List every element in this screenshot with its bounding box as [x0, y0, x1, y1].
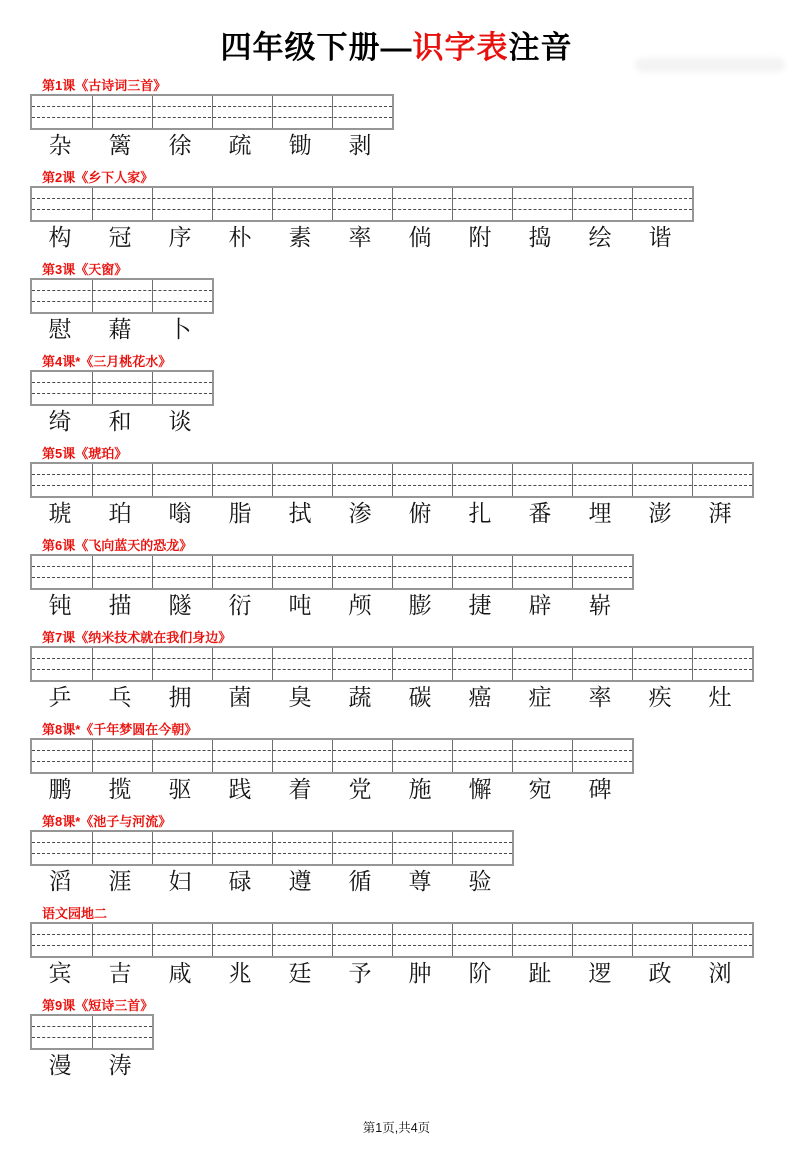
character: 构: [48, 225, 72, 251]
pinyin-cell: [212, 832, 272, 864]
character: 徐: [168, 133, 192, 159]
character: 脂: [228, 501, 252, 527]
pinyin-cell: [572, 188, 632, 220]
character: 灶: [708, 685, 732, 711]
pinyin-cell: [92, 832, 152, 864]
dashed-guideline: [32, 198, 692, 199]
character: 序: [168, 225, 192, 251]
dashed-guideline: [32, 393, 212, 394]
dashed-guideline: [32, 577, 632, 578]
pinyin-grid: [30, 278, 214, 314]
pinyin-cell: [272, 924, 332, 956]
pinyin-cell: [512, 464, 572, 496]
pinyin-cell: [32, 556, 92, 588]
pinyin-cell: [332, 556, 392, 588]
dashed-guideline: [32, 750, 632, 751]
pinyin-cell: [332, 740, 392, 772]
character: 吉: [108, 961, 132, 987]
pinyin-cell: [212, 648, 272, 680]
dashed-guideline: [32, 853, 512, 854]
pinyin-cell: [32, 188, 92, 220]
character-row: [30, 316, 793, 345]
pinyin-grid: [30, 462, 754, 498]
pinyin-cell: [32, 464, 92, 496]
dashed-guideline: [32, 485, 752, 486]
character: 政: [648, 961, 672, 987]
lesson-section: [30, 538, 793, 621]
character-row: [30, 592, 793, 621]
character: 施: [408, 777, 432, 803]
pinyin-cell: [212, 924, 272, 956]
pinyin-cell: [392, 188, 452, 220]
character-row: [30, 868, 793, 897]
pinyin-cell: [32, 648, 92, 680]
lesson-section: [30, 814, 793, 897]
character-row: [30, 500, 793, 529]
pinyin-cell: [92, 740, 152, 772]
character: 篱: [108, 133, 132, 159]
pinyin-cell: [32, 740, 92, 772]
character: 循: [348, 869, 372, 895]
character: 崭: [588, 593, 612, 619]
dashed-guideline: [32, 669, 752, 670]
pinyin-grid: [30, 370, 214, 406]
pinyin-cell: [572, 556, 632, 588]
dashed-guideline: [32, 842, 512, 843]
character: 着: [288, 777, 312, 803]
lesson-label: 第8课*《千年梦圆在今朝》: [42, 722, 198, 737]
pinyin-cell: [452, 188, 512, 220]
pinyin-cell: [92, 556, 152, 588]
character: 藉: [108, 317, 132, 343]
pinyin-cell: [32, 832, 92, 864]
character: 谐: [648, 225, 672, 251]
character: 锄: [288, 133, 312, 159]
page-number: 第1页,共4页: [362, 1121, 431, 1135]
dashed-guideline: [32, 382, 212, 383]
pinyin-cell: [392, 464, 452, 496]
pinyin-cell: [92, 96, 152, 128]
pinyin-cell: [152, 188, 212, 220]
character: 宛: [528, 777, 552, 803]
pinyin-cell: [212, 740, 272, 772]
pinyin-cell: [512, 556, 572, 588]
pinyin-cell: [152, 96, 212, 128]
character: 廷: [288, 961, 312, 987]
dashed-guideline: [32, 106, 392, 107]
character: 疾: [648, 685, 672, 711]
pinyin-cell: [332, 924, 392, 956]
page-title-highlight: 识字表: [412, 30, 509, 65]
character: 予: [348, 961, 372, 987]
pinyin-cell: [152, 464, 212, 496]
character: 附: [468, 225, 492, 251]
pinyin-cell: [572, 464, 632, 496]
pinyin-cell: [452, 740, 512, 772]
lesson-section: [30, 722, 793, 805]
pinyin-cell: [32, 280, 92, 312]
character: 涯: [108, 869, 132, 895]
character: 膨: [408, 593, 432, 619]
pinyin-cell: [512, 924, 572, 956]
pinyin-cell: [452, 648, 512, 680]
pinyin-cell: [152, 372, 212, 404]
pinyin-grid: [30, 646, 754, 682]
pinyin-grid: [30, 186, 694, 222]
character: 慰: [48, 317, 72, 343]
pinyin-cell: [332, 648, 392, 680]
dashed-guideline: [32, 209, 692, 210]
character: 癌: [468, 685, 492, 711]
character: 党: [348, 777, 372, 803]
lesson-label: 第4课*《三月桃花水》: [42, 354, 172, 369]
pinyin-cell: [332, 188, 392, 220]
dashed-guideline: [32, 290, 212, 291]
character: 涛: [108, 1053, 132, 1079]
pinyin-cell: [332, 96, 392, 128]
dashed-guideline: [32, 474, 752, 475]
character-row: [30, 132, 793, 161]
character: 蔬: [348, 685, 372, 711]
pinyin-cell: [92, 464, 152, 496]
pinyin-cell: [512, 188, 572, 220]
lesson-section: [30, 998, 793, 1081]
lesson-section: [30, 446, 793, 529]
character-row: [30, 960, 793, 989]
character: 卜: [168, 317, 192, 343]
dashed-guideline: [32, 761, 632, 762]
pinyin-cell: [32, 924, 92, 956]
character: 捷: [468, 593, 492, 619]
pinyin-cell: [152, 740, 212, 772]
pinyin-cell: [272, 188, 332, 220]
character-row: [30, 684, 793, 713]
pinyin-cell: [212, 556, 272, 588]
character: 衍: [228, 593, 252, 619]
character: 颅: [348, 593, 372, 619]
character: 疏: [228, 133, 252, 159]
page-title-suffix: 注音: [508, 30, 573, 65]
character: 素: [288, 225, 312, 251]
character: 拭: [288, 501, 312, 527]
pinyin-cell: [692, 924, 752, 956]
character: 琥: [48, 501, 72, 527]
dashed-guideline: [32, 934, 752, 935]
pinyin-cell: [92, 372, 152, 404]
character: 漫: [48, 1053, 72, 1079]
character: 澎: [648, 501, 672, 527]
pinyin-grid: [30, 830, 514, 866]
character: 咸: [168, 961, 192, 987]
dashed-guideline: [32, 117, 392, 118]
pinyin-cell: [332, 832, 392, 864]
character: 嗡: [168, 501, 192, 527]
character: 番: [528, 501, 552, 527]
character: 率: [348, 225, 372, 251]
pinyin-cell: [512, 740, 572, 772]
character-row: [30, 408, 793, 437]
pinyin-cell: [32, 1016, 92, 1048]
dashed-guideline: [32, 945, 752, 946]
lesson-label: 第8课*《池子与河流》: [42, 814, 172, 829]
pinyin-cell: [512, 648, 572, 680]
pinyin-grid: [30, 922, 754, 958]
character: 妇: [168, 869, 192, 895]
dashed-guideline: [32, 566, 632, 567]
pinyin-cell: [632, 924, 692, 956]
lesson-label: 第2课《乡下人家》: [42, 170, 154, 185]
character: 症: [528, 685, 552, 711]
pinyin-cell: [92, 924, 152, 956]
character: 碳: [408, 685, 432, 711]
character-row: [30, 224, 793, 253]
pinyin-cell: [272, 740, 332, 772]
pinyin-grid: [30, 738, 634, 774]
character: 率: [588, 685, 612, 711]
pinyin-cell: [92, 1016, 152, 1048]
lesson-section: [30, 262, 793, 345]
pinyin-cell: [392, 832, 452, 864]
pinyin-cell: [272, 648, 332, 680]
character: 谈: [168, 409, 192, 435]
lesson-label: 第9课《短诗三首》: [42, 998, 154, 1013]
pinyin-cell: [572, 648, 632, 680]
pinyin-grid: [30, 94, 394, 130]
character: 逻: [588, 961, 612, 987]
character-row: [30, 1052, 793, 1081]
pinyin-cell: [152, 280, 212, 312]
character: 辟: [528, 593, 552, 619]
character-row: [30, 776, 793, 805]
character: 剥: [348, 133, 372, 159]
pinyin-cell: [632, 464, 692, 496]
pinyin-grid: [30, 554, 634, 590]
character: 宾: [48, 961, 72, 987]
pinyin-cell: [92, 188, 152, 220]
pinyin-cell: [572, 924, 632, 956]
pinyin-cell: [332, 464, 392, 496]
character: 滔: [48, 869, 72, 895]
pinyin-cell: [92, 280, 152, 312]
lesson-section: [30, 354, 793, 437]
character: 鹏: [48, 777, 72, 803]
dashed-guideline: [32, 301, 212, 302]
character: 践: [228, 777, 252, 803]
pinyin-cell: [212, 188, 272, 220]
pinyin-cell: [452, 464, 512, 496]
pinyin-cell: [272, 96, 332, 128]
character: 碌: [228, 869, 252, 895]
character: 拥: [168, 685, 192, 711]
character: 冠: [108, 225, 132, 251]
character: 阶: [468, 961, 492, 987]
character: 钝: [48, 593, 72, 619]
character: 珀: [108, 501, 132, 527]
character: 懈: [468, 777, 492, 803]
character: 朴: [228, 225, 252, 251]
pinyin-cell: [32, 96, 92, 128]
character: 埋: [588, 501, 612, 527]
lesson-sections: [30, 78, 793, 1081]
pinyin-cell: [212, 96, 272, 128]
character: 趾: [528, 961, 552, 987]
pinyin-cell: [392, 556, 452, 588]
pinyin-cell: [452, 924, 512, 956]
character: 碑: [588, 777, 612, 803]
character: 臭: [288, 685, 312, 711]
lesson-section: [30, 170, 793, 253]
character: 遵: [288, 869, 312, 895]
character: 绮: [48, 409, 72, 435]
scan-artifact: [635, 58, 785, 72]
pinyin-cell: [212, 464, 272, 496]
lesson-section: [30, 630, 793, 713]
character: 乓: [108, 685, 132, 711]
character: 菌: [228, 685, 252, 711]
pinyin-cell: [92, 648, 152, 680]
character: 浏: [708, 961, 732, 987]
character: 描: [108, 593, 132, 619]
pinyin-cell: [152, 648, 212, 680]
character: 隧: [168, 593, 192, 619]
pinyin-cell: [272, 556, 332, 588]
character: 验: [468, 869, 492, 895]
character: 吨: [288, 593, 312, 619]
lesson-label: 第1课《古诗词三首》: [42, 78, 167, 93]
pinyin-cell: [692, 648, 752, 680]
character: 尊: [408, 869, 432, 895]
character: 杂: [48, 133, 72, 159]
character: 渗: [348, 501, 372, 527]
dashed-guideline: [32, 1037, 152, 1038]
lesson-label: 第3课《天窗》: [42, 262, 128, 277]
page-title-prefix: 四年级下册—: [220, 30, 413, 65]
pinyin-grid: [30, 1014, 154, 1050]
worksheet-page: [0, 30, 793, 1152]
lesson-section: [30, 906, 793, 989]
pinyin-cell: [632, 648, 692, 680]
character: 乒: [48, 685, 72, 711]
character: 倘: [408, 225, 432, 251]
character: 揽: [108, 777, 132, 803]
character: 兆: [228, 961, 252, 987]
pinyin-cell: [152, 924, 212, 956]
pinyin-cell: [692, 464, 752, 496]
pinyin-cell: [152, 556, 212, 588]
pinyin-cell: [272, 464, 332, 496]
character: 肿: [408, 961, 432, 987]
lesson-section: [30, 78, 793, 161]
dashed-guideline: [32, 658, 752, 659]
lesson-label: 第6课《飞向蓝天的恐龙》: [42, 538, 193, 553]
pinyin-cell: [452, 556, 512, 588]
character: 捣: [528, 225, 552, 251]
character: 驱: [168, 777, 192, 803]
pinyin-cell: [392, 740, 452, 772]
lesson-label: 语文园地二: [42, 906, 108, 921]
lesson-label: 第7课《纳米技术就在我们身边》: [42, 630, 232, 645]
pinyin-cell: [632, 188, 692, 220]
pinyin-cell: [272, 832, 332, 864]
character: 绘: [588, 225, 612, 251]
character: 和: [108, 409, 132, 435]
lesson-label: 第5课《琥珀》: [42, 446, 128, 461]
pinyin-cell: [32, 372, 92, 404]
pinyin-cell: [392, 924, 452, 956]
dashed-guideline: [32, 1026, 152, 1027]
pinyin-cell: [452, 832, 512, 864]
character: 扎: [468, 501, 492, 527]
pinyin-cell: [572, 740, 632, 772]
pinyin-cell: [152, 832, 212, 864]
character: 俯: [408, 501, 432, 527]
pinyin-cell: [392, 648, 452, 680]
character: 湃: [708, 501, 732, 527]
